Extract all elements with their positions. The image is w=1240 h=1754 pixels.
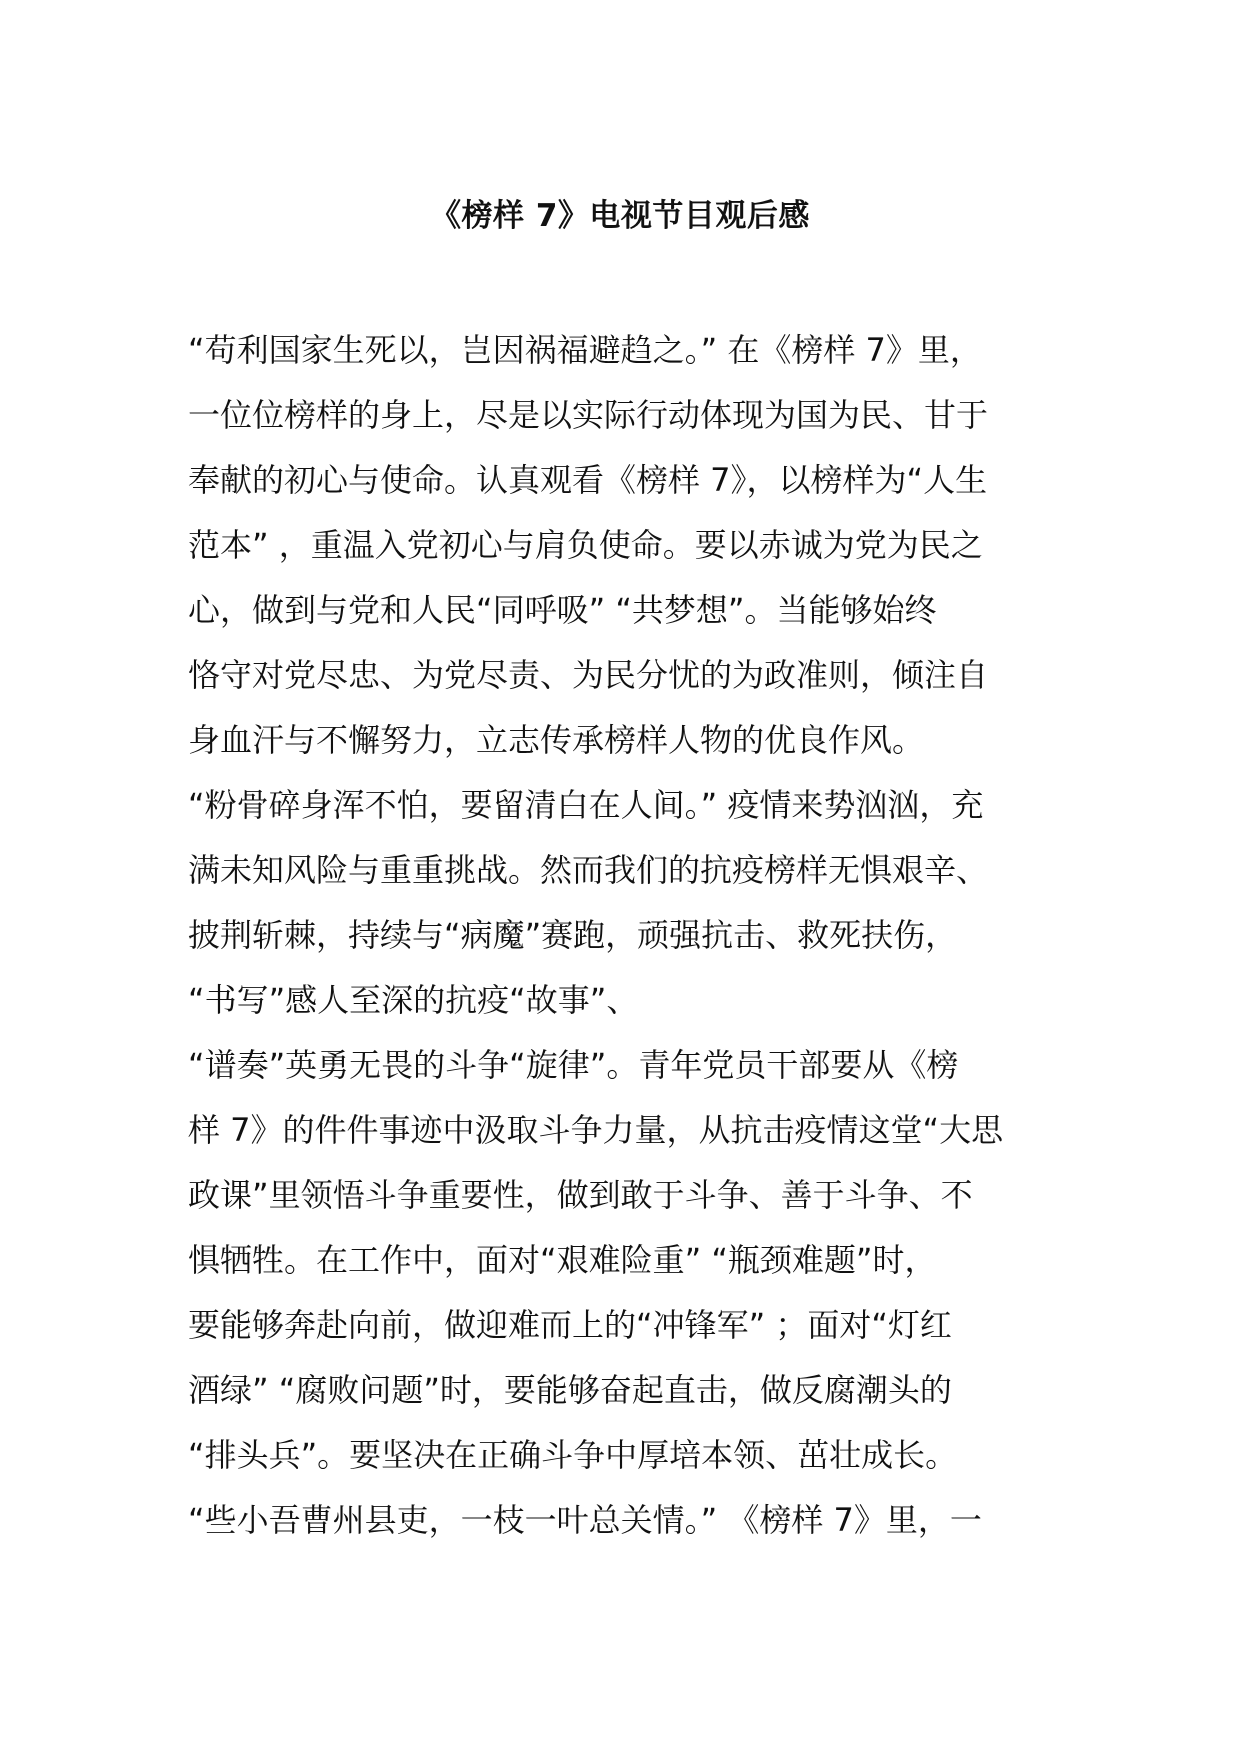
body-line: 惧牺牲。在工作中，面对“艰难险重” “瓶颈难题”时， xyxy=(188,1241,937,1279)
body-line: 要能够奔赴向前，做迎难而上的“冲锋军” ；面对“灯红 xyxy=(188,1306,952,1344)
body-line: “谱奏”英勇无畏的斗争“旋律”。青年党员干部要从《榜 xyxy=(188,1046,959,1084)
body-line: 样 7》的件件事迹中汲取斗争力量，从抗击疫情这堂“大思 xyxy=(188,1111,1004,1149)
document-title: 《榜样 7》电视节目观后感 xyxy=(430,198,810,234)
body-line: 身血汗与不懈努力，立志传承榜样人物的优良作风。 xyxy=(188,721,925,759)
body-line: “苟利国家生死以，岂因祸福避趋之。” 在《榜样 7》里， xyxy=(188,331,982,369)
document-body xyxy=(188,318,1056,1553)
body-line: 一位位榜样的身上，尽是以实际行动体现为国为民、甘于 xyxy=(188,396,989,434)
body-line: 心，做到与党和人民“同呼吸” “共梦想”。当能够始终 xyxy=(188,591,937,629)
body-line: “些小吾曹州县吏，一枝一叶总关情。” 《榜样 7》里，一 xyxy=(188,1501,982,1539)
body-line: “排头兵”。要坚决在正确斗争中厚培本领、茁壮成长。 xyxy=(188,1436,958,1474)
body-line: 恪守对党尽忠、为党尽责、为民分忧的为政准则，倾注自 xyxy=(188,656,989,694)
body-line: “粉骨碎身浑不怕，要留清白在人间。” 疫情来势汹汹，充 xyxy=(188,786,984,824)
body-line: 范本” ，重温入党初心与肩负使命。要以赤诚为党为民之 xyxy=(188,526,983,564)
body-line: 政课”里领悟斗争重要性，做到敢于斗争、善于斗争、不 xyxy=(188,1176,973,1214)
body-line: 满未知风险与重重挑战。然而我们的抗疫榜样无惧艰辛、 xyxy=(188,851,989,889)
body-line: “书写”感人至深的抗疫“故事”、 xyxy=(188,981,639,1019)
body-line: 奉献的初心与使命。认真观看《榜样 7》，以榜样为“人生 xyxy=(188,461,988,499)
body-line: 酒绿” “腐败问题”时，要能够奋起直击，做反腐潮头的 xyxy=(188,1371,952,1409)
body-line: 披荆斩棘，持续与“病魔”赛跑，顽强抗击、救死扶伤， xyxy=(188,916,958,954)
